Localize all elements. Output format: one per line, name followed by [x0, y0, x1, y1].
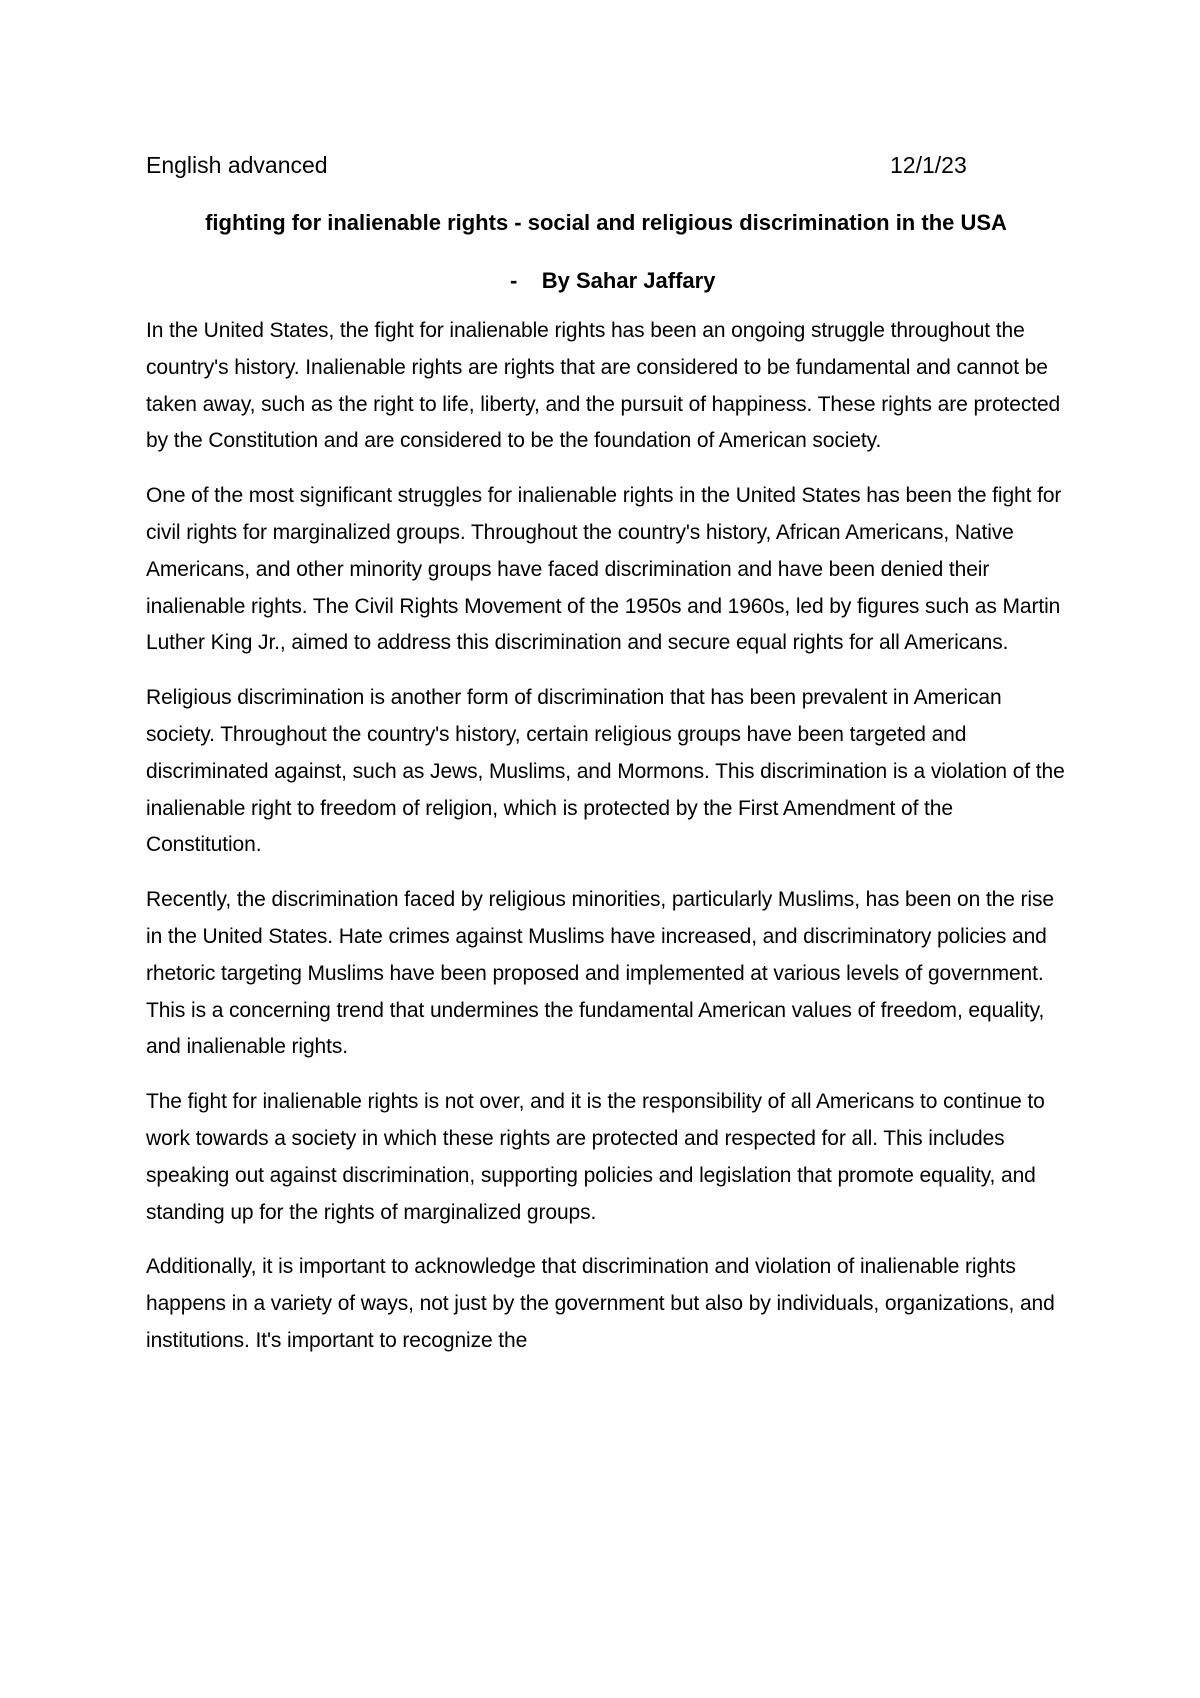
paragraph-recent-trends: Recently, the discrimination faced by religious minorities, particularly Muslims, has been on the rise in the United States. Hate crimes against Muslims have increased, and discriminatory policies and rhetoric targeting Muslims have been proposed and implemented at various levels of government. This is a concerning trend that undermines the fundamental American values of freedom, equality, and inalienable rights. — [146, 888, 1054, 1059]
document-body — [146, 145, 1066, 1360]
paragraph-intro: In the United States, the fight for inalienable rights has been an ongoing struggle throughout the country's history. Inalienable rights are rights that are considered to be fundamental and cannot be taken away, such as the right to life, liberty, and the pursuit of happiness. These rights are protected by the Constitution and are considered to be the foundation of American society. — [146, 319, 1061, 453]
essay-title: fighting for inalienable rights - social and religious discrimination in the USA — [205, 210, 1007, 235]
paragraph-responsibility: The fight for inalienable rights is not over, and it is the responsibility of all Americans to continue to work towards a society in which these rights are protected and respected for all. This includes speaking out against discrimination, supporting policies and legislation that promote equality, and standing up for the rights of marginalized groups. — [146, 1090, 1045, 1224]
document-date: 12/1/23 — [890, 152, 967, 178]
paragraph-civil-rights: One of the most significant struggles for inalienable rights in the United States has been the fight for civil rights for marginalized groups. Throughout the country's history, African Americans, Native Americans, and other minority groups have faced discrimination and have been denied their inalienable rights. The Civil Rights Movement of the 1950s and 1960s, led by figures such as Martin Luther King Jr., aimed to address this discrimination and secure equal rights for all Americans. — [146, 484, 1062, 655]
paragraph-additionally: Additionally, it is important to acknowledge that discrimination and violation of inalienable rights happens in a variety of ways, not just by the government but also by individuals, organizations, and institutions. It's important to recognize the — [146, 1255, 1055, 1352]
document-header — [146, 145, 1066, 185]
author-byline: - By Sahar Jaffary — [510, 268, 716, 293]
paragraph-religious-discrimination: Religious discrimination is another form of discrimination that has been prevalent in American society. Throughout the country's history, certain religious groups have been targeted and discriminated against, such as Jews, Muslims, and Mormons. This discrimination is a violation of the inalienable right to freedom of religion, which is protected by the First Amendment of the Constitution. — [146, 686, 1065, 857]
course-name: English advanced — [146, 152, 328, 178]
